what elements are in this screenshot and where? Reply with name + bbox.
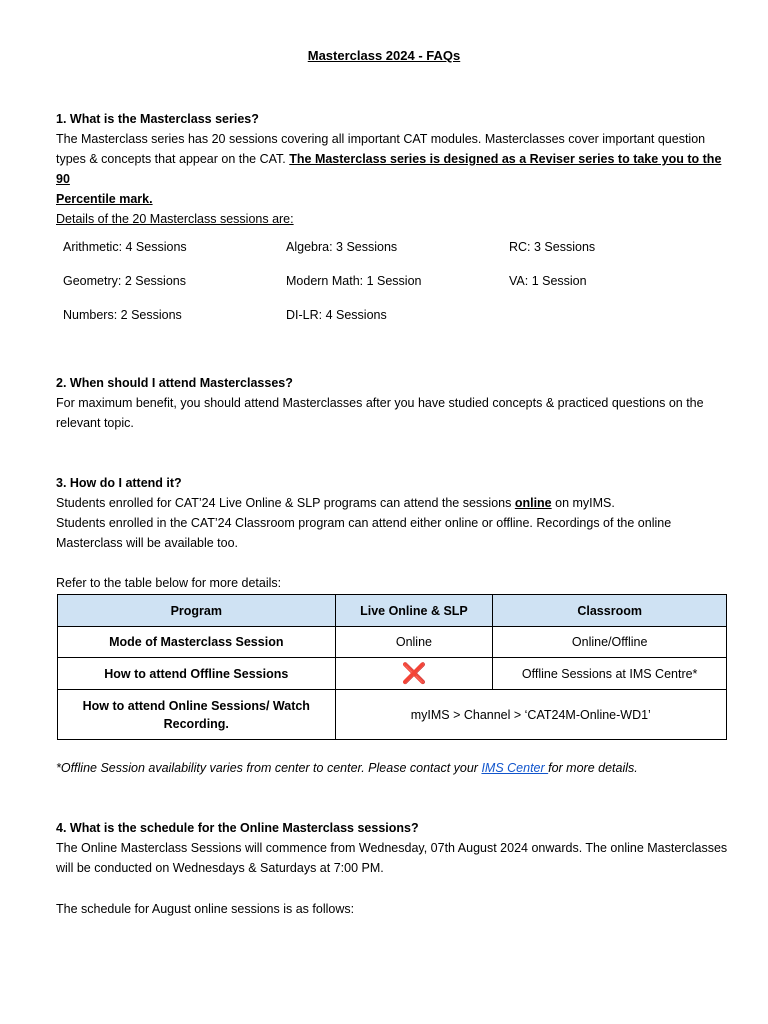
header-classroom: Classroom [493,595,727,627]
q1-line-2-emphasis: The Masterclass series is designed as a Reviser series to take you to the 90 [56,152,722,186]
session-numbers: Numbers: 2 Sessions [63,308,182,322]
session-geometry: Geometry: 2 Sessions [63,274,186,288]
row-label-online: How to attend Online Sessions/ Watch Recording. [58,690,336,740]
header-program: Program [58,595,336,627]
ims-center-link[interactable]: IMS Center [481,761,549,775]
q4-paragraph [56,838,728,878]
session-modern-math: Modern Math: 1 Session [286,274,422,288]
table-refer-text: Refer to the table below for more details: [56,576,282,590]
session-arithmetic: Arithmetic: 4 Sessions [63,240,187,254]
q3-line-1-tail: on myIMS. [551,496,615,510]
table-row [58,690,727,740]
q1-heading: 1. What is the Masterclass series? [56,112,259,126]
q1-line-3-emphasis: Percentile mark. [56,192,153,206]
note-tail: for more details. [548,761,638,775]
q1-line-2-text: types & concepts that appear on the CAT. [56,152,290,166]
session-algebra: Algebra: 3 Sessions [286,240,398,254]
cell-mode-online: Online [335,627,493,658]
q2-paragraph [56,393,728,433]
session-di-lr: DI-LR: 4 Sessions [286,308,387,322]
q2-heading: 2. When should I attend Masterclasses? [56,376,293,390]
header-live-online-slp: Live Online & SLP [335,595,493,627]
q1-line-2 [56,149,728,189]
q3-line-2: Students enrolled in the CAT’24 Classroom program can attend either online or offline. Recordings of the online [56,516,672,530]
q1-paragraph [56,129,728,209]
note-text: *Offline Session availability varies from center to center. Please contact your [56,761,482,775]
q4-line-1: The Online Masterclass Sessions will commence from Wednesday, 07th August 2024 onwards. The online Masterclasses [56,841,728,855]
table-header-row [58,595,727,627]
sessions-details-label: Details of the 20 Masterclass sessions are: [56,212,294,226]
cell-online-path: myIMS > Channel > ‘CAT24M-Online-WD1’ [335,690,726,740]
table-row [58,658,727,690]
q4-heading: 4. What is the schedule for the Online Masterclass sessions? [56,821,419,835]
cell-mode-classroom: Online/Offline [493,627,727,658]
page-title: Masterclass 2024 - FAQs [307,48,461,63]
q2-line-2: relevant topic. [56,416,134,430]
session-va: VA: 1 Session [509,274,587,288]
row-label-offline: How to attend Offline Sessions [58,658,336,690]
q3-online-emphasis: online [514,496,552,510]
q3-paragraph [56,493,728,553]
q3-heading: 3. How do I attend it? [56,476,182,490]
q4-line-2: will be conducted on Wednesdays & Saturdays at 7:00 PM. [56,861,384,875]
q3-line-3: Masterclass will be available too. [56,536,239,550]
cross-mark-icon: ❌ [401,662,427,685]
q2-line-1: For maximum benefit, you should attend Masterclasses after you have studied concepts & practiced questions on the [56,396,704,410]
q1-line-1: The Masterclass series has 20 sessions covering all important CAT modules. Masterclasses cover important question [56,132,706,146]
cell-offline-online [335,658,493,690]
q3-line-1 [56,493,728,513]
row-label-mode: Mode of Masterclass Session [58,627,336,658]
q3-line-1-text: Students enrolled for CAT’24 Live Online & SLP programs can attend the sessions [56,496,515,510]
session-rc: RC: 3 Sessions [509,240,596,254]
table-row [58,627,727,658]
q4-schedule-intro: The schedule for August online sessions is as follows: [56,902,355,916]
offline-availability-note [56,758,728,778]
cell-offline-classroom: Offline Sessions at IMS Centre* [493,658,727,690]
attendance-table [57,594,727,740]
